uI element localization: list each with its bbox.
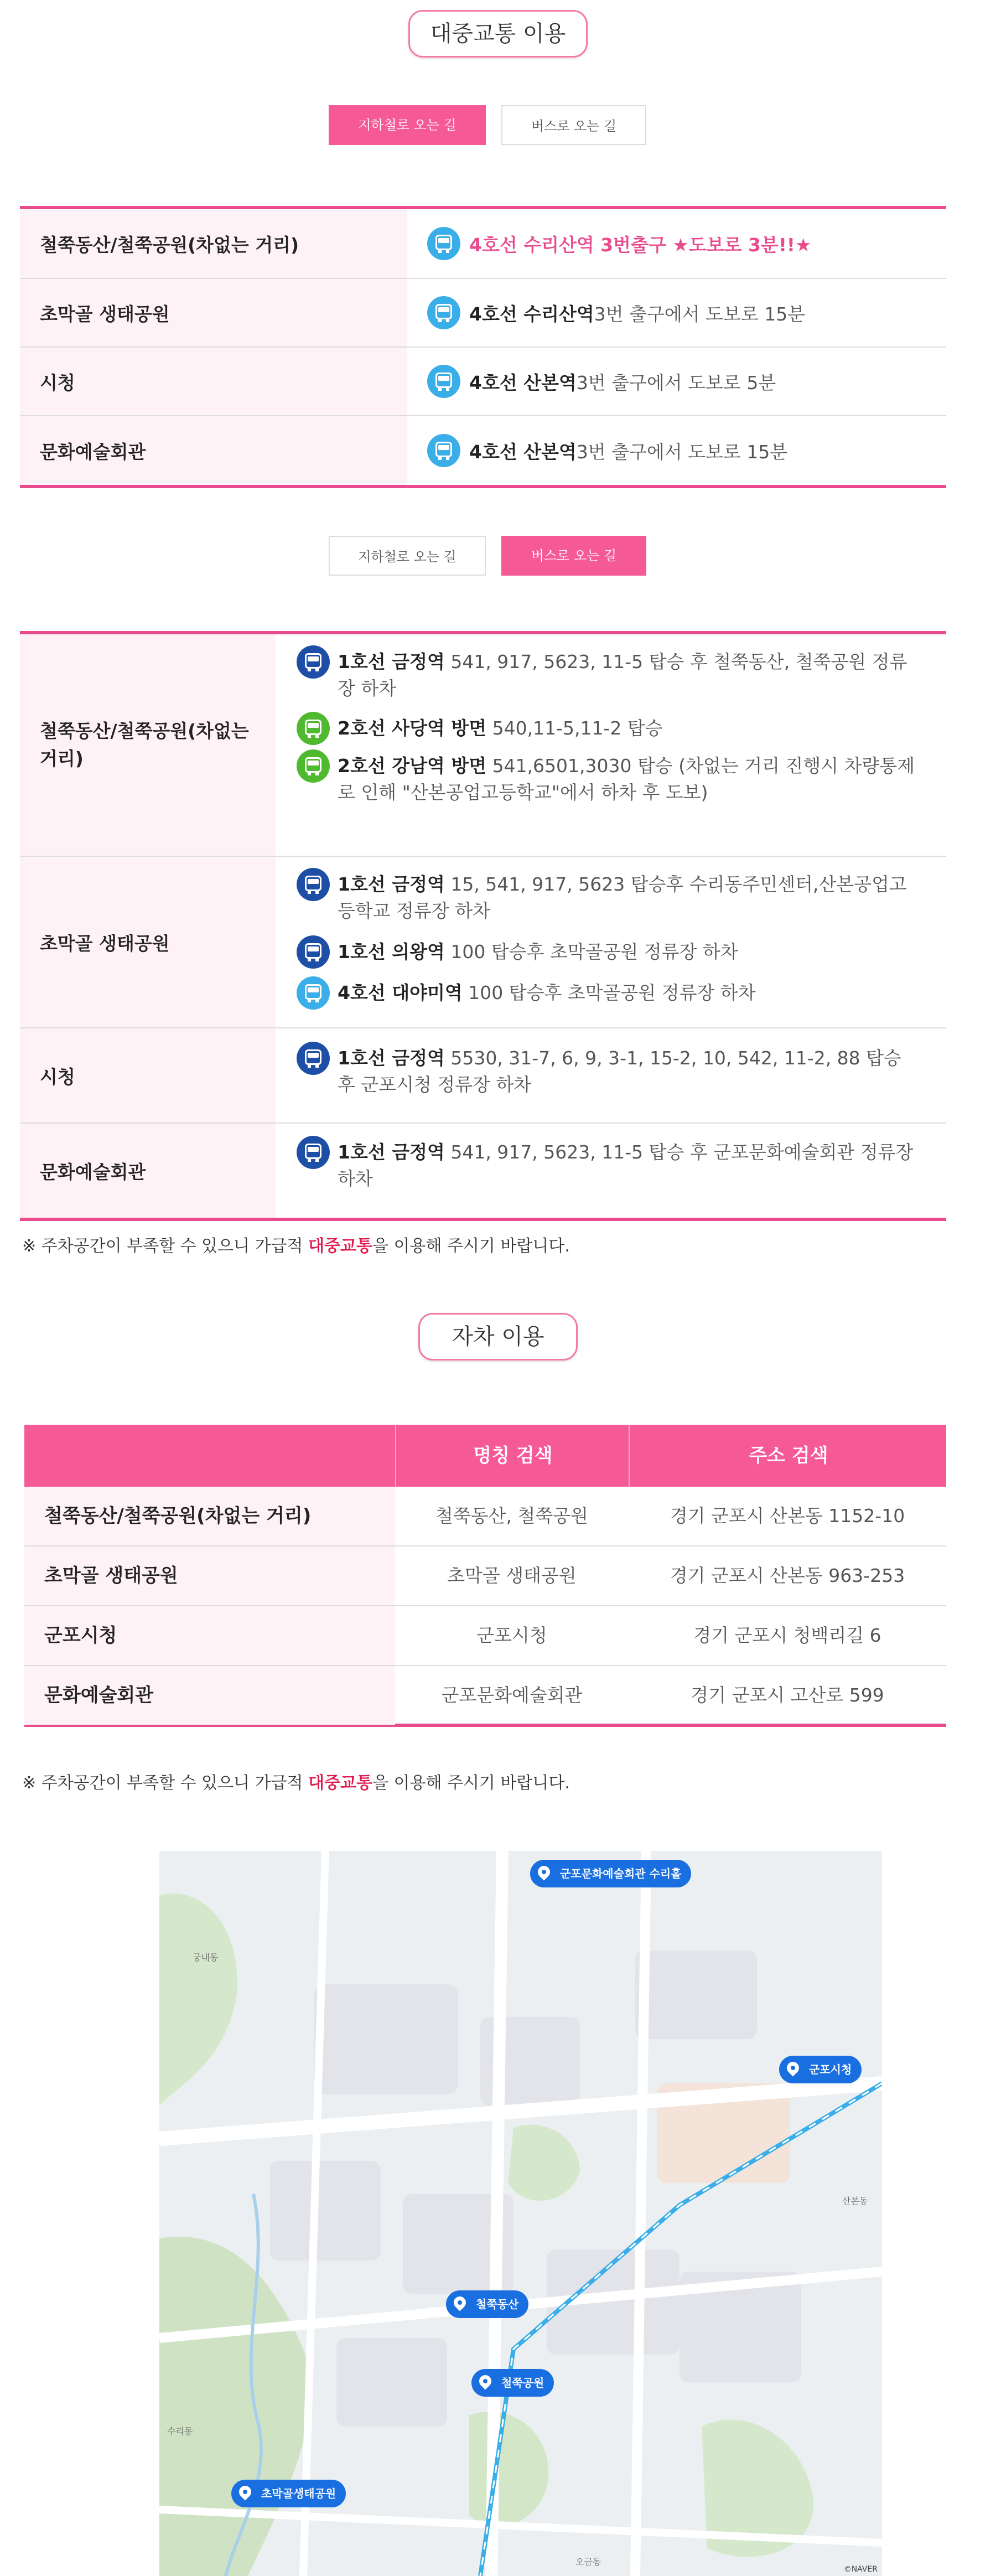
bus-icon xyxy=(297,976,330,1010)
route-entry xyxy=(297,1139,924,1192)
notice-text: 을 이용해 주시기 바랍니다. xyxy=(372,1237,570,1256)
map-label: 궁내동 xyxy=(193,1952,219,1963)
route-line: 1호선 금정역 xyxy=(338,1141,445,1163)
subway-table xyxy=(20,206,946,488)
bus-icon xyxy=(427,434,460,467)
route-line: 2호선 강남역 방면 xyxy=(338,755,487,777)
route-detail: 3번 출구에서 도보로 15분 xyxy=(594,303,806,325)
table-row xyxy=(20,634,946,857)
bus-icon xyxy=(297,749,330,783)
route-entry xyxy=(297,871,924,924)
table-row xyxy=(20,279,946,348)
name-search: 군포문화예술회관 xyxy=(441,1684,583,1706)
map-pin-city-hall[interactable]: 군포시청 xyxy=(779,2056,862,2083)
address-search: 경기 군포시 산본동 963-253 xyxy=(670,1565,905,1586)
place-name: 문화예술회관 xyxy=(20,1124,276,1218)
table-row xyxy=(20,209,946,279)
bus-icon xyxy=(297,645,330,679)
table-row xyxy=(20,1124,946,1218)
public-transport-title: 대중교통 이용 xyxy=(408,10,588,58)
place-name: 철쭉동산/철쭉공원(차없는 거리) xyxy=(24,1487,395,1545)
route-entry xyxy=(297,980,924,1010)
car-title: 자차 이용 xyxy=(418,1313,578,1361)
route-detail: 100 탑승후 초막골공원 정류장 하차 xyxy=(444,941,738,963)
map-label: 수리동 xyxy=(167,2426,193,2437)
notice-highlight: 대중교통 xyxy=(308,1773,372,1793)
table-row xyxy=(20,857,946,1028)
name-search: 군포시청 xyxy=(476,1625,547,1646)
route-detail: 541, 917, 5623, 11-5 탑승 후 철쭉동산, 철쭉공원 정류장 하차 xyxy=(338,651,907,699)
map-pin-chomakgol-park[interactable]: 초막골생태공원 xyxy=(231,2480,346,2507)
place-name: 철쭉동산/철쭉공원(차없는 거리) xyxy=(20,634,276,856)
route-detail: 540,11-5,11-2 탑승 xyxy=(486,717,663,739)
header-address-search: 주소 검색 xyxy=(629,1425,947,1487)
tab-bus[interactable]: 버스로 오는 길 xyxy=(501,536,646,576)
bus-icon xyxy=(427,296,460,329)
address-search: 경기 군포시 산본동 1152-10 xyxy=(670,1505,905,1527)
map-pin-arts-center[interactable]: 군포문화예술회관 수리홀 xyxy=(530,1860,691,1887)
route-line: 4호선 산본역 xyxy=(469,371,577,394)
route-detail: 541,6501,3030 탑승 (차없는 거리 진행시 차량통제로 인해 "산본공업고등학교"에서 하차 후 도보) xyxy=(338,755,915,803)
table-row xyxy=(24,1546,946,1606)
notice-text: 을 이용해 주시기 바랍니다. xyxy=(372,1773,570,1793)
map-label: 오금동 xyxy=(575,2557,601,2567)
table-row xyxy=(20,416,946,485)
route-entry xyxy=(297,649,924,702)
name-search: 철쭉동산, 철쭉공원 xyxy=(435,1505,588,1527)
table-row xyxy=(24,1487,946,1546)
map-label: 산본동 xyxy=(842,2196,868,2206)
bus-icon xyxy=(297,712,330,745)
table-row xyxy=(24,1606,946,1666)
route-detail: 3번 출구에서 도보로 5분 xyxy=(576,371,776,394)
route-line: 4호선 대야미역 xyxy=(338,982,463,1003)
route-detail: 541, 917, 5623, 11-5 탑승 후 군포문화예술회관 정류장 하차 xyxy=(338,1141,914,1189)
map-background xyxy=(159,1851,882,2576)
route-detail: 100 탑승후 초막골공원 정류장 하차 xyxy=(462,982,756,1003)
location-map[interactable] xyxy=(159,1851,882,2576)
place-name: 초막골 생태공원 xyxy=(20,857,276,1027)
route-entry xyxy=(297,753,924,806)
route-entry xyxy=(297,715,924,745)
bus-icon xyxy=(297,935,330,969)
route-line: 4호선 수리산역 xyxy=(469,303,594,325)
route-entry xyxy=(297,1045,924,1098)
bus-icon xyxy=(427,227,460,260)
tab-subway[interactable]: 지하철로 오는 길 xyxy=(329,105,486,145)
route-line: 4호선 수리산역 3번출구 ★도보로 3분!!★ xyxy=(469,234,812,256)
place-name: 군포시청 xyxy=(24,1606,395,1665)
place-name: 시청 xyxy=(20,1028,276,1123)
bus-icon xyxy=(427,365,460,398)
header-cell xyxy=(24,1425,395,1487)
place-name: 문화예술회관 xyxy=(24,1666,395,1725)
place-name: 문화예술회관 xyxy=(20,416,407,485)
address-search: 경기 군포시 고산로 599 xyxy=(691,1684,884,1706)
name-search: 초막골 생태공원 xyxy=(447,1565,577,1586)
table-row xyxy=(20,348,946,416)
table-row xyxy=(20,1028,946,1124)
map-pin-azalea-park[interactable]: 철쭉공원 xyxy=(471,2369,554,2397)
route-detail: 3번 출구에서 도보로 15분 xyxy=(576,441,788,463)
notice-text: ※ 주차공간이 부족할 수 있으니 가급적 xyxy=(22,1237,309,1256)
table-row xyxy=(24,1666,946,1726)
route-line: 1호선 금정역 xyxy=(338,1047,445,1069)
route-line: 1호선 의왕역 xyxy=(338,941,445,963)
route-line: 2호선 사당역 방면 xyxy=(338,717,487,739)
address-search: 경기 군포시 청백리길 6 xyxy=(693,1625,881,1646)
bus-icon xyxy=(297,1136,330,1169)
header-name-search: 명칭 검색 xyxy=(395,1425,630,1487)
parking-notice xyxy=(22,1232,570,1256)
car-table xyxy=(24,1425,946,1727)
bus-icon xyxy=(297,868,330,901)
parking-notice xyxy=(22,1769,570,1793)
place-name: 초막골 생태공원 xyxy=(24,1546,395,1605)
map-pin-azalea-hill[interactable]: 철쭉동산 xyxy=(446,2290,528,2318)
naver-credit: ©NAVER xyxy=(843,2565,878,2574)
place-name: 시청 xyxy=(20,348,407,415)
car-table-header xyxy=(24,1425,946,1487)
place-name: 초막골 생태공원 xyxy=(20,279,407,346)
bus-table xyxy=(20,631,946,1221)
route-detail: 5530, 31-7, 6, 9, 3-1, 15-2, 10, 542, 11-2, 88 탑승 후 군포시청 정류장 하차 xyxy=(338,1047,901,1095)
notice-text: ※ 주차공간이 부족할 수 있으니 가급적 xyxy=(22,1773,309,1793)
notice-highlight: 대중교통 xyxy=(308,1237,372,1256)
route-line: 4호선 산본역 xyxy=(469,441,577,463)
route-detail: 15, 541, 917, 5623 탑승후 수리동주민센터,산본공업고등학교 정류장 하차 xyxy=(338,873,907,922)
route-entry xyxy=(297,939,924,969)
tab-subway[interactable]: 지하철로 오는 길 xyxy=(329,536,486,576)
route-line: 1호선 금정역 xyxy=(338,873,445,895)
bus-icon xyxy=(297,1042,330,1075)
tab-bus[interactable]: 버스로 오는 길 xyxy=(501,105,646,145)
route-line: 1호선 금정역 xyxy=(338,651,445,673)
place-name: 철쭉동산/철쭉공원(차없는 거리) xyxy=(20,209,407,278)
